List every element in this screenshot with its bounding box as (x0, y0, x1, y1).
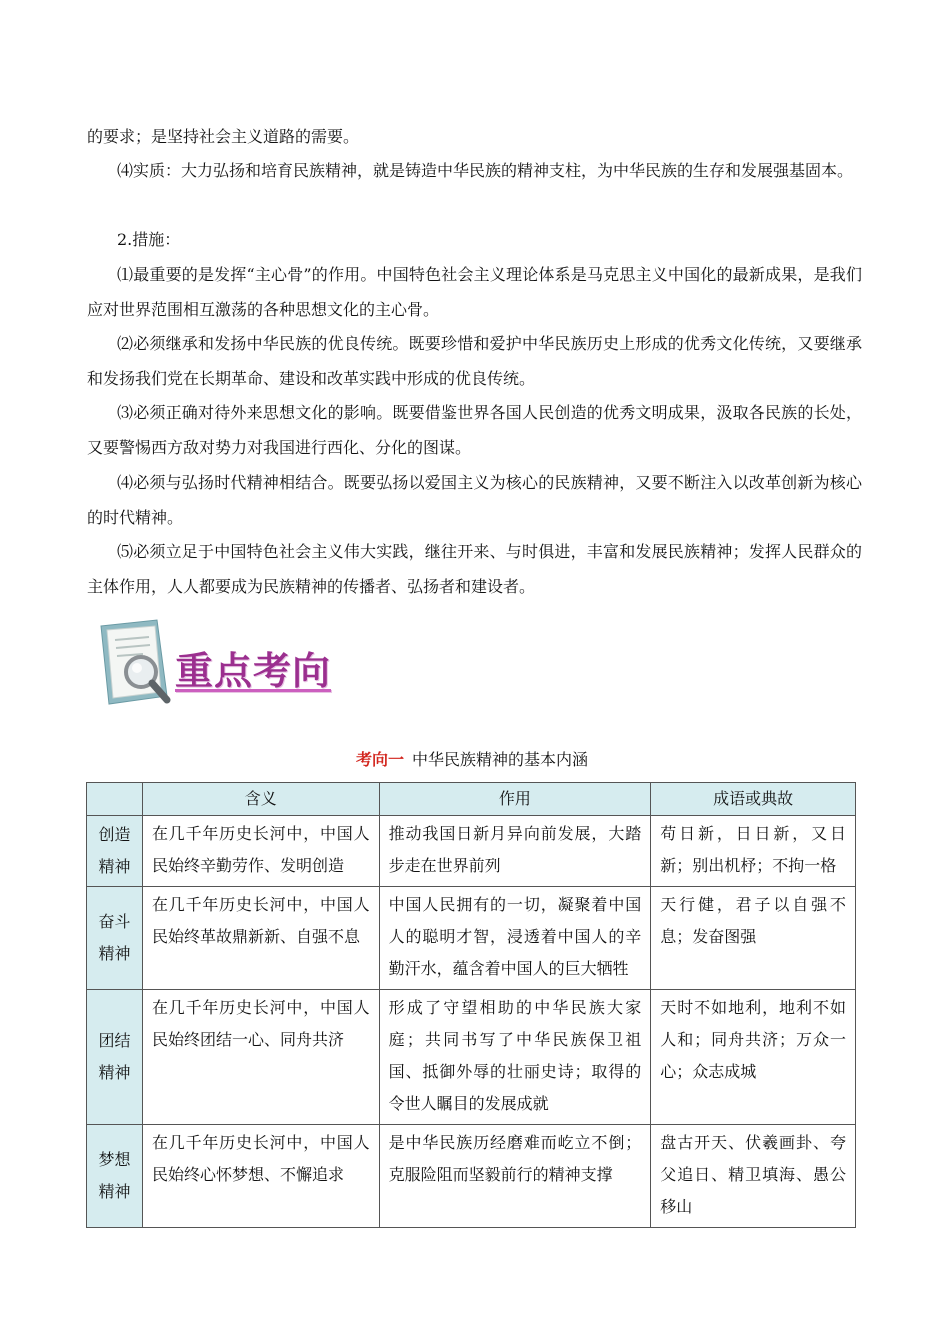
paragraph-measure-5: ⑸必须立足于中国特色社会主义伟大实践，继往开来、与时俱进，丰富和发展民族精神；发挥人民群众的主体作用，人人都要成为民族精神的传播者、弘扬者和建设者。 (87, 542, 862, 596)
table-header-row (87, 783, 856, 816)
table-caption (87, 748, 857, 772)
row-name-line: 精神 (98, 1063, 131, 1082)
idioms-cell: 天行健，君子以自强不息；发奋图强 (651, 887, 856, 990)
row-name-line: 梦想 (98, 1150, 131, 1169)
paragraph-measure-4: ⑷必须与弘扬时代精神相结合。既要弘扬以爱国主义为核心的民族精神，又要不断注入以改革创新为核心的时代精神。 (87, 473, 862, 527)
section-heading (97, 618, 337, 708)
effect-cell: 推动我国日新月异向前发展，大踏步走在世界前列 (379, 816, 651, 887)
paragraph-requirement-end: 的要求；是坚持社会主义道路的需要。 (87, 127, 360, 146)
header-effect: 作用 (379, 783, 651, 816)
effect-cell: 中国人民拥有的一切，凝聚着中国人的聪明才智，浸透着中国人的辛勤汗水，蕴含着中国人的巨大牺牲 (379, 887, 651, 990)
caption-lead: 考向一 (355, 750, 404, 769)
magnifier-on-document-icon (97, 618, 177, 708)
caption-title: 中华民族精神的基本内涵 (412, 750, 589, 769)
spirit-table (86, 782, 856, 1228)
paragraph-measures-heading: 2.措施： (117, 230, 181, 249)
header-meaning: 含义 (142, 783, 379, 816)
idioms-cell: 盘古开天、伏羲画卦、夸父追日、精卫填海、愚公移山 (651, 1125, 856, 1228)
row-name-line: 精神 (98, 1182, 131, 1201)
row-name-line: 精神 (98, 857, 131, 876)
meaning-cell: 在几千年历史长河中，中国人民始终辛勤劳作、发明创造 (142, 816, 379, 887)
row-name-cell (87, 990, 143, 1125)
paragraph-measure-1: ⑴最重要的是发挥“主心骨”的作用。中国特色社会主义理论体系是马克思主义中国化的最新成果，是我们应对世界范围相互激荡的各种思想文化的主心骨。 (87, 265, 862, 319)
meaning-cell: 在几千年历史长河中，中国人民始终心怀梦想、不懈追求 (142, 1125, 379, 1228)
row-name-line: 奋斗 (98, 912, 131, 931)
paragraph-essence: ⑷实质：大力弘扬和培育民族精神，就是铸造中华民族的精神支柱，为中华民族的生存和发展强基固本。 (117, 161, 854, 180)
table-row (87, 990, 856, 1125)
row-name-line: 创造 (98, 825, 131, 844)
header-empty (87, 783, 143, 816)
table-row (87, 887, 856, 990)
paragraph-measure-2: ⑵必须继承和发扬中华民族的优良传统。既要珍惜和爱护中华民族历史上形成的优秀文化传统，又要继承和发扬我们党在长期革命、建设和改革实践中形成的优良传统。 (87, 334, 862, 388)
idioms-cell: 苟日新，日日新，又日新；别出机杼；不拘一格 (651, 816, 856, 887)
row-name-line: 团结 (98, 1031, 131, 1050)
header-idioms: 成语或典故 (651, 783, 856, 816)
table-row (87, 1125, 856, 1228)
row-name-cell (87, 1125, 143, 1228)
effect-cell: 形成了守望相助的中华民族大家庭；共同书写了中华民族保卫祖国、抵御外辱的壮丽史诗；取得的令世人瞩目的发展成就 (379, 990, 651, 1125)
paragraph-measure-3: ⑶必须正确对待外来思想文化的影响。既要借鉴世界各国人民创造的优秀文明成果，汲取各民族的长处，又要警惕西方敌对势力对我国进行西化、分化的图谋。 (87, 403, 862, 457)
effect-cell: 是中华民族历经磨难而屹立不倒；克服险阻而坚毅前行的精神支撑 (379, 1125, 651, 1228)
meaning-cell: 在几千年历史长河中，中国人民始终团结一心、同舟共济 (142, 990, 379, 1125)
row-name-cell (87, 816, 143, 887)
heading-title: 重点考向 (175, 649, 332, 693)
idioms-cell: 天时不如地利，地利不如人和；同舟共济；万众一心；众志成城 (651, 990, 856, 1125)
row-name-line: 精神 (98, 944, 131, 963)
table-row (87, 816, 856, 887)
meaning-cell: 在几千年历史长河中，中国人民始终革故鼎新新、自强不息 (142, 887, 379, 990)
row-name-cell (87, 887, 143, 990)
